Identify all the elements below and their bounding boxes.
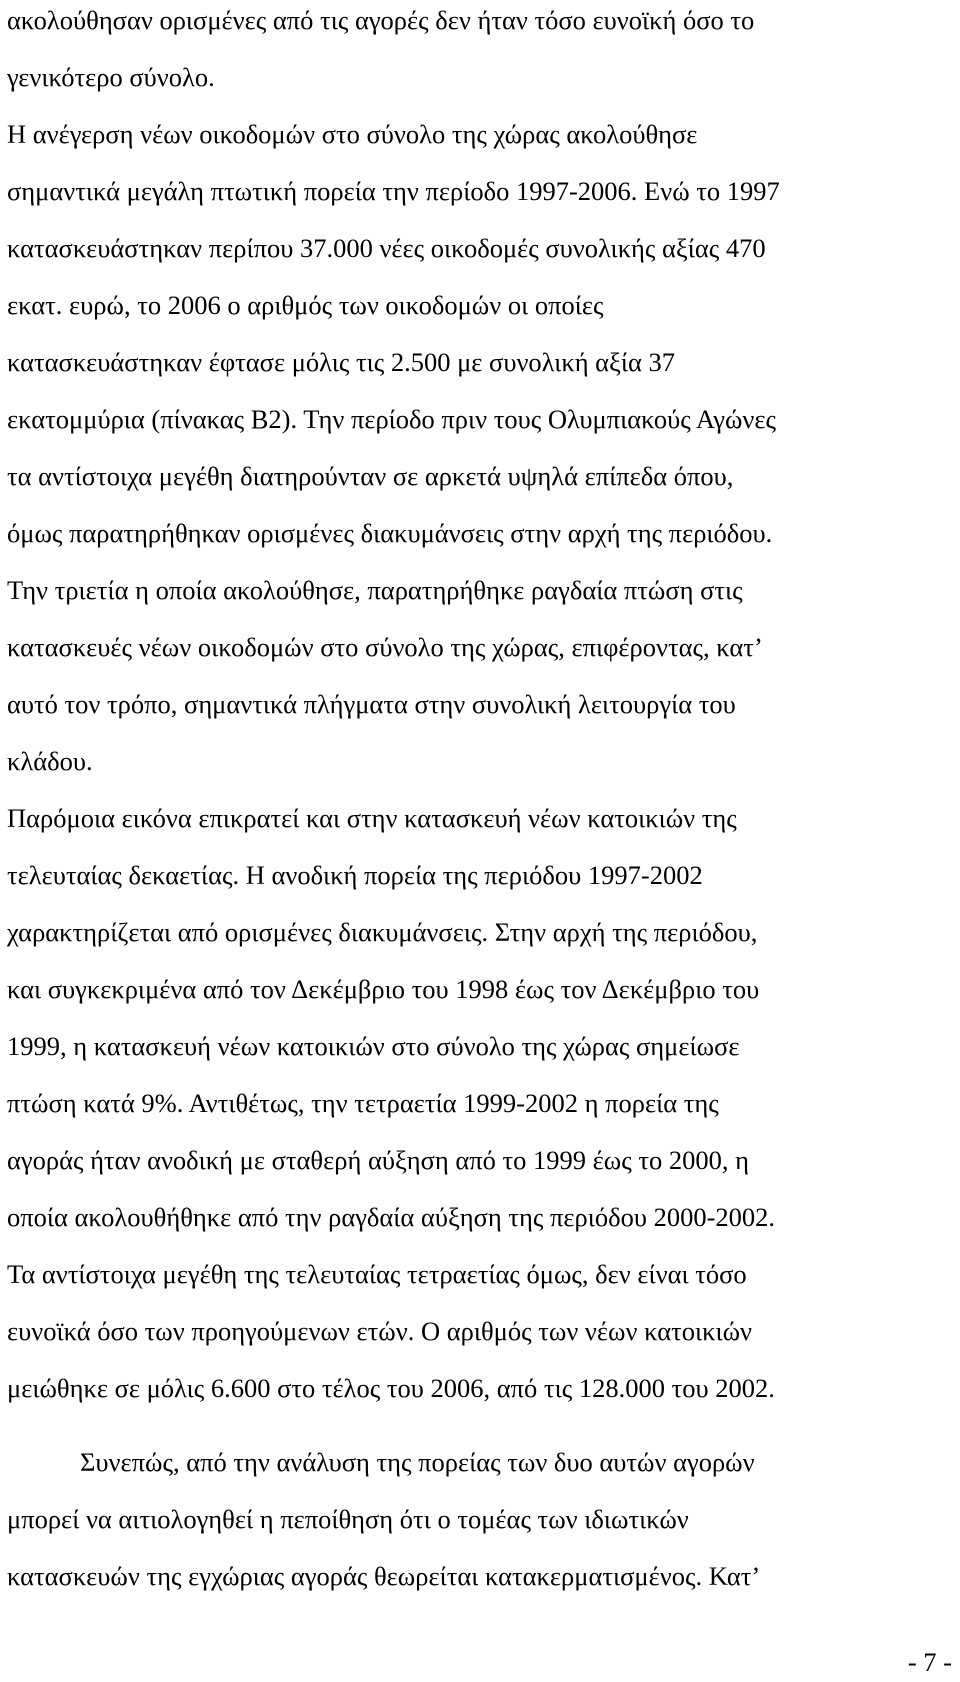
text-line: μπορεί να αιτιολογηθεί η πεποίθηση ότι ο τομέας των ιδιωτικών bbox=[7, 1504, 689, 1534]
text-line: κλάδου. bbox=[7, 746, 93, 776]
text-line: γενικότερο σύνολο. bbox=[7, 62, 215, 92]
text-line: Παρόμοια εικόνα επικρατεί και στην κατασκευή νέων κατοικιών της bbox=[7, 803, 737, 833]
text-line: ευνοϊκά όσο των προηγούμενων ετών. Ο αριθμός των νέων κατοικιών bbox=[7, 1316, 753, 1346]
text-line: όμως παρατηρήθηκαν ορισμένες διακυμάνσεις στην αρχή της περιόδου. bbox=[7, 518, 773, 548]
text-line: οποία ακολουθήθηκε από την ραγδαία αύξηση της περιόδου 2000-2002. bbox=[7, 1202, 776, 1232]
page-number: - 7 - bbox=[907, 1647, 952, 1677]
text-line: τα αντίστοιχα μεγέθη διατηρούνταν σε αρκετά υψηλά επίπεδα όπου, bbox=[7, 461, 734, 491]
body-text bbox=[7, 0, 959, 1613]
text-line: κατασκευών της εγχώριας αγοράς θεωρείται κατακερματισμένος. Κατ’ bbox=[7, 1561, 761, 1591]
text-line: αυτό τον τρόπο, σημαντικά πλήγματα στην συνολική λειτουργία του bbox=[7, 689, 736, 719]
text-line: τελευταίας δεκαετίας. Η ανοδική πορεία της περιόδου 1997-2002 bbox=[7, 860, 703, 890]
text-line: Συνεπώς, από την ανάλυση της πορείας των δυο αυτών αγορών bbox=[80, 1447, 755, 1477]
text-line: κατασκευάστηκαν έφτασε μόλις τις 2.500 με συνολική αξία 37 bbox=[7, 347, 676, 377]
text-line: ακολούθησαν ορισμένες από τις αγορές δεν ήταν τόσο ευνοϊκή όσο το bbox=[7, 5, 755, 35]
text-line: κατασκευάστηκαν περίπου 37.000 νέες οικοδομές συνολικής αξίας 470 bbox=[7, 233, 766, 263]
text-line: κατασκευές νέων οικοδομών στο σύνολο της χώρας, επιφέροντας, κατ’ bbox=[7, 632, 763, 662]
text-line: 1999, η κατασκευή νέων κατοικιών στο σύνολο της χώρας σημείωσε bbox=[7, 1031, 740, 1061]
text-line: σημαντικά μεγάλη πτωτική πορεία την περίοδο 1997-2006. Ενώ το 1997 bbox=[7, 176, 780, 206]
text-line: χαρακτηρίζεται από ορισμένες διακυμάνσεις. Στην αρχή της περιόδου, bbox=[7, 917, 758, 947]
text-line: και συγκεκριμένα από τον Δεκέμβριο του 1998 έως τον Δεκέμβριο του bbox=[7, 974, 760, 1004]
text-line: πτώση κατά 9%. Αντιθέτως, την τετραετία 1999-2002 η πορεία της bbox=[7, 1088, 719, 1118]
text-line: Την τριετία η οποία ακολούθησε, παρατηρήθηκε ραγδαία πτώση στις bbox=[7, 575, 743, 605]
text-line: αγοράς ήταν ανοδική με σταθερή αύξηση από το 1999 έως το 2000, η bbox=[7, 1145, 749, 1175]
text-line: εκατ. ευρώ, το 2006 ο αριθμός των οικοδομών οι οποίες bbox=[7, 290, 604, 320]
text-line: εκατομμύρια (πίνακας Β2). Την περίοδο πριν τους Ολυμπιακούς Αγώνες bbox=[7, 404, 776, 434]
text-line: Τα αντίστοιχα μεγέθη της τελευταίας τετραετίας όμως, δεν είναι τόσο bbox=[7, 1259, 747, 1289]
text-line: Η ανέγερση νέων οικοδομών στο σύνολο της χώρας ακολούθησε bbox=[7, 119, 698, 149]
text-line: μειώθηκε σε μόλις 6.600 στο τέλος του 2006, από τις 128.000 του 2002. bbox=[7, 1373, 775, 1403]
